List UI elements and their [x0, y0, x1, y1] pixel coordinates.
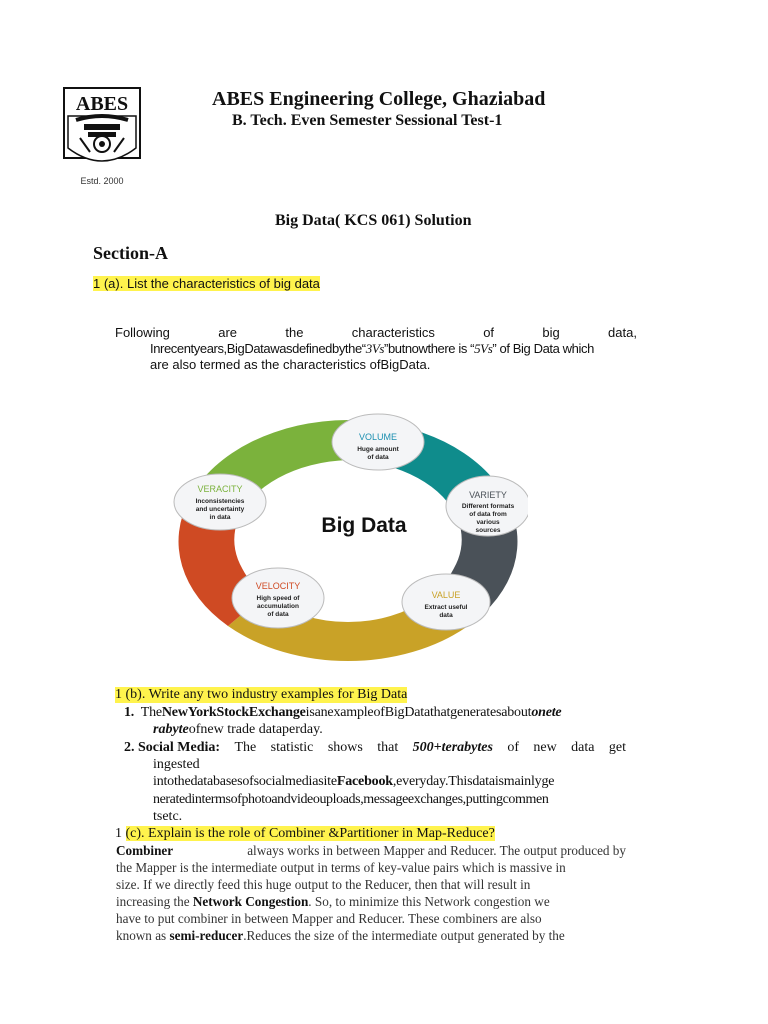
variety-desc-4: sources [475, 527, 501, 534]
word: characteristics [351, 325, 435, 340]
word: big [542, 325, 560, 340]
text-run: isanexampleofBigDatathatgeneratesabout [305, 705, 532, 720]
text-run: ofnew trade dataperday. [188, 722, 323, 737]
text-run: always works in between Mapper and Reducer. The output produced by [247, 843, 626, 858]
volume-desc-2: of data [367, 454, 389, 461]
variety-desc-3: various [476, 519, 500, 526]
volume-desc-1: Huge amount [357, 446, 399, 453]
text-run: The [140, 705, 162, 720]
variety-desc-2: of data from [469, 511, 507, 518]
variety-title: VARIETY [469, 490, 507, 500]
text-run-bold-italic: rabyte [153, 722, 189, 737]
question-1a [93, 276, 320, 291]
value-title: VALUE [431, 590, 461, 600]
semester-title: B. Tech. Even Semester Sessional Test-1 [232, 112, 503, 129]
veracity-desc-2: and uncertainty [195, 506, 245, 513]
word: statistic [270, 740, 314, 755]
college-logo [62, 86, 142, 190]
text-run-bold: semi-reducer [169, 928, 244, 943]
word: Following [115, 325, 170, 340]
combiner-line-5: have to put combiner in between Mapper and Reducer. These combiners are also [116, 911, 542, 926]
example-2-line-3 [153, 774, 554, 790]
text-run-bold: Combiner [116, 843, 174, 858]
text-run-bold: Network Congestion [192, 894, 309, 909]
veracity-desc-1: Inconsistencies [195, 498, 245, 505]
velocity-desc-2: accumulation [257, 603, 299, 610]
example-1-line-1 [124, 705, 561, 721]
bubble-variety [446, 476, 528, 536]
combiner-line-6 [116, 928, 626, 944]
combiner-line-3: size. If we directly feed this huge output to the Reducer, then that will result in [116, 877, 531, 892]
list-lead [124, 740, 220, 756]
text-run-bold-italic: onete [531, 705, 562, 720]
veracity-title: VERACITY [197, 484, 243, 494]
text-run: ,everyday.Thisdataismainlyge [392, 774, 555, 789]
word: The [234, 740, 257, 755]
word: new [533, 740, 557, 755]
bubble-veracity [174, 474, 266, 530]
big-data-diagram [168, 408, 528, 678]
bubble-value [402, 574, 490, 630]
paragraph-line-2 [150, 341, 594, 357]
logo-text: ABES [75, 93, 129, 115]
combiner-line-2: the Mapper is the intermediate output in terms of key-value pairs which is massive in [116, 860, 566, 875]
example-2-line-2: ingested [153, 757, 200, 772]
text-run: . So, to minimize this Network congestion we [308, 894, 550, 909]
word: data, [608, 325, 637, 340]
variety-desc-1: Different formats [461, 503, 515, 510]
question-1c-number: 1 [115, 826, 122, 841]
text-run: Inrecentyears,BigDatawasdefinedbythe“ [150, 341, 366, 356]
word: are [218, 325, 238, 340]
question-1b: 1 (b). Write any two industry examples for Big Data [115, 687, 408, 702]
text-run: known as [116, 928, 167, 943]
word: of [483, 325, 495, 340]
word: of [507, 740, 520, 755]
bubble-velocity [232, 568, 324, 628]
bubble-volume [332, 414, 424, 470]
college-name: ABES Engineering College, Ghaziabad [212, 88, 546, 110]
paragraph-line-1 [115, 325, 637, 340]
example-title: Social Media: [138, 740, 221, 755]
question-1a-number: 1 (a) [93, 276, 120, 291]
list-number: 2. [124, 740, 135, 755]
word: data [571, 740, 595, 755]
value-desc-1: Extract useful [424, 604, 468, 611]
veracity-desc-3: in data [209, 514, 231, 521]
question-1c [115, 826, 495, 842]
example-2-line-1 [124, 740, 626, 756]
section-heading: Section-A [93, 243, 168, 263]
text-run: ”butnowthere is “ [384, 341, 475, 356]
logo-estd: Estd. 2000 [80, 176, 124, 186]
question-1a-text: . List the characteristics of big data [119, 276, 320, 291]
example-1-line-2 [153, 722, 323, 738]
paragraph-line-3: are also termed as the characteristics ofBigData. [150, 357, 431, 372]
question-1c-text: (c). Explain is the role of Combiner &Partitioner in Map-Reduce? [125, 826, 495, 841]
word: shows [327, 740, 363, 755]
text-run: ” of Big Data which [492, 341, 594, 356]
word: that [377, 740, 399, 755]
text-run-italic: 5Vs [474, 341, 493, 356]
volume-title: VOLUME [358, 432, 398, 442]
text-run: increasing the [116, 894, 190, 909]
text-run: intothedatabasesofsocialmediasite [153, 774, 337, 789]
example-2-line-5: tsetc. [153, 809, 183, 824]
value-desc-2: data [439, 612, 453, 619]
text-run-bold: Facebook [336, 774, 393, 789]
combiner-line-1 [116, 843, 626, 859]
velocity-desc-1: High speed of [256, 595, 300, 602]
text-run-italic: 3Vs [365, 341, 385, 356]
text-run-bold: NewYorkStockExchange [161, 705, 306, 720]
example-2-line-4: neratedintermsofphotoandvideouploads,messageexchanges,puttingcommen [153, 792, 549, 807]
list-number: 1. [124, 705, 135, 720]
text-run-bold-italic: 500+terabytes [412, 740, 493, 755]
text-run: .Reduces the size of the intermediate output generated by the [243, 928, 565, 943]
subject-title: Big Data( KCS 061) Solution [275, 212, 472, 229]
word: get [608, 740, 626, 755]
center-label: Big Data [321, 514, 407, 537]
combiner-line-4 [116, 894, 626, 910]
velocity-desc-3: of data [267, 611, 289, 618]
velocity-title: VELOCITY [255, 581, 301, 591]
word: the [285, 325, 304, 340]
